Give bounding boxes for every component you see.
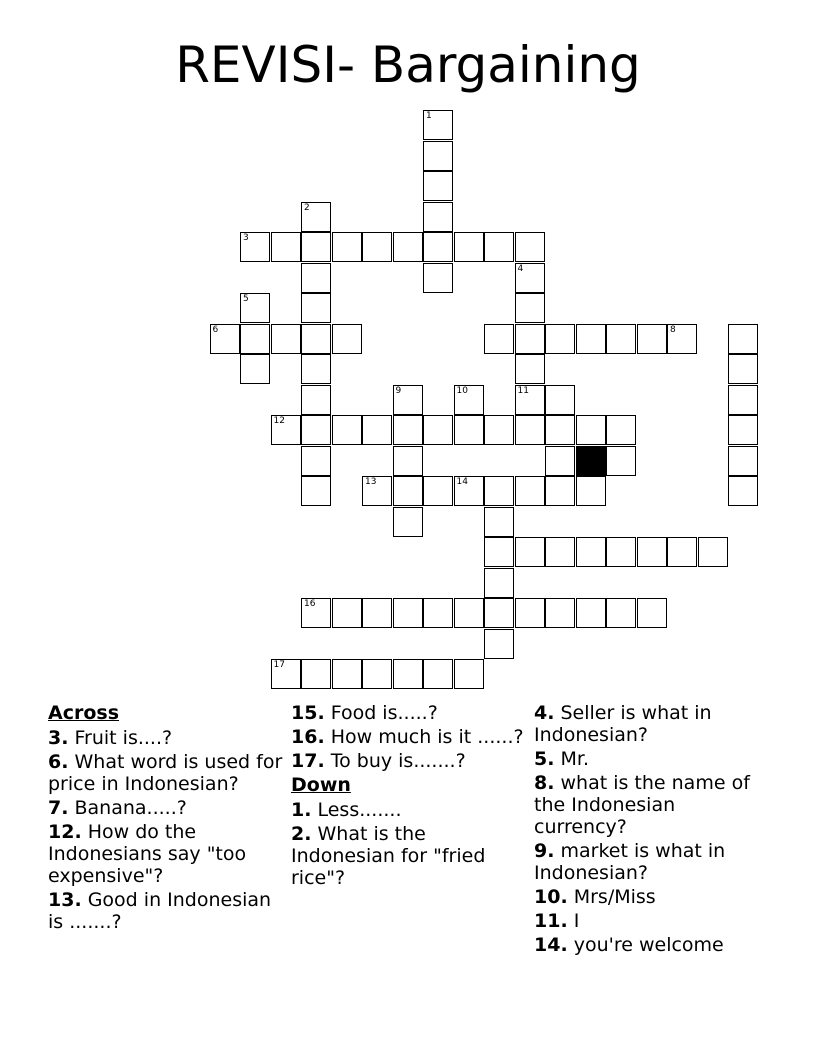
clue-item-number: 13. [48, 889, 82, 911]
across-heading: Across [48, 702, 120, 724]
answer-square[interactable] [637, 598, 667, 628]
answer-square[interactable] [667, 537, 697, 567]
clue-item-number: 5. [534, 748, 555, 770]
across-clue-list [48, 727, 286, 933]
answer-square[interactable] [301, 263, 331, 293]
clue-number: 4 [517, 263, 524, 274]
answer-square[interactable] [423, 598, 453, 628]
clue-number: 16 [304, 599, 316, 609]
answer-square[interactable] [393, 232, 423, 262]
clue-item-text: To buy is.......? [324, 750, 466, 772]
clue-number: 6 [212, 324, 219, 335]
down-clue-list-continued [534, 702, 774, 956]
answer-square[interactable] [728, 385, 758, 415]
answer-square[interactable] [515, 598, 545, 628]
answer-square[interactable] [545, 476, 575, 506]
puzzle-title: REVISI- Bargaining [175, 36, 641, 94]
clue-item [48, 727, 286, 749]
answer-square[interactable] [606, 446, 636, 476]
answer-square[interactable] [301, 446, 331, 476]
answer-square[interactable] [484, 232, 514, 262]
answer-square[interactable] [423, 110, 453, 140]
answer-square[interactable] [637, 324, 667, 354]
answer-square[interactable] [393, 476, 423, 506]
answer-square[interactable] [454, 385, 484, 415]
answer-square[interactable] [301, 232, 331, 262]
clue-item-number: 14. [534, 934, 568, 956]
answer-square[interactable] [393, 598, 423, 628]
clue-item-text: what is the name of the Indonesian currency? [534, 772, 750, 838]
clue-item-text: Less....... [311, 799, 402, 821]
answer-square[interactable] [484, 537, 514, 567]
answer-square[interactable] [484, 507, 514, 537]
answer-square[interactable] [515, 263, 545, 293]
answer-square[interactable] [362, 659, 392, 689]
clue-number: 17 [273, 660, 285, 670]
clue-item-number: 7. [48, 797, 69, 819]
answer-square[interactable] [545, 385, 575, 415]
answer-square[interactable] [393, 507, 423, 537]
answer-square[interactable] [393, 385, 423, 415]
answer-square[interactable] [240, 354, 270, 384]
answer-square[interactable] [301, 476, 331, 506]
clue-number: 12 [273, 416, 285, 426]
clue-item-text: How do the Indonesians say "too expensive"? [48, 821, 247, 887]
answer-square[interactable] [728, 446, 758, 476]
answer-square[interactable] [301, 598, 331, 628]
answer-square[interactable] [515, 537, 545, 567]
clue-item-text: What is the Indonesian for "fried rice"? [291, 823, 486, 889]
clue-item-text: Good in Indonesian is .......? [48, 889, 272, 933]
clue-column-1 [48, 702, 286, 935]
clue-item-number: 15. [291, 702, 325, 724]
answer-square[interactable] [515, 354, 545, 384]
answer-square[interactable] [484, 568, 514, 598]
answer-square[interactable] [332, 598, 362, 628]
answer-square[interactable] [728, 415, 758, 445]
clue-column-3 [534, 702, 774, 958]
clue-item-text: Food is.....? [324, 702, 438, 724]
clue-item [48, 821, 286, 887]
answer-square[interactable] [728, 354, 758, 384]
answer-square[interactable] [484, 324, 514, 354]
down-clue-list [291, 799, 527, 889]
answer-square[interactable] [454, 415, 484, 445]
clue-item [48, 751, 286, 795]
clue-item-text: Fruit is....? [68, 727, 173, 749]
clue-number: 8 [670, 324, 676, 335]
clue-number: 11 [517, 385, 529, 396]
clue-item-number: 4. [534, 702, 555, 724]
clue-item [291, 702, 527, 724]
clue-number: 14 [456, 477, 468, 487]
answer-square[interactable] [515, 476, 545, 506]
answer-square[interactable] [301, 293, 331, 323]
answer-square[interactable] [667, 324, 697, 354]
answer-square[interactable] [576, 415, 606, 445]
clue-number: 10 [456, 385, 468, 396]
clue-item-number: 2. [291, 823, 312, 845]
answer-square[interactable] [393, 415, 423, 445]
clue-item-text: I [567, 910, 580, 932]
answer-square[interactable] [698, 537, 728, 567]
clue-item-number: 6. [48, 751, 69, 773]
clue-item-number: 1. [291, 799, 312, 821]
answer-square[interactable] [454, 476, 484, 506]
clue-item-text: Mrs/Miss [567, 886, 656, 908]
blocked-square [576, 446, 606, 476]
answer-square[interactable] [271, 232, 301, 262]
clue-item [534, 748, 774, 770]
answer-square[interactable] [271, 659, 301, 689]
clue-number: 13 [365, 477, 377, 487]
clue-column-2 [291, 702, 527, 891]
clue-item-number: 12. [48, 821, 82, 843]
answer-square[interactable] [332, 659, 362, 689]
answer-square[interactable] [606, 537, 636, 567]
answer-square[interactable] [606, 324, 636, 354]
answer-square[interactable] [515, 385, 545, 415]
clue-item [48, 889, 286, 933]
answer-square[interactable] [362, 415, 392, 445]
answer-square[interactable] [423, 263, 453, 293]
answer-square[interactable] [240, 232, 270, 262]
clue-item-number: 17. [291, 750, 325, 772]
clue-item [534, 886, 774, 908]
clue-item [291, 750, 527, 772]
answer-square[interactable] [301, 354, 331, 384]
answer-square[interactable] [332, 232, 362, 262]
answer-square[interactable] [423, 659, 453, 689]
answer-square[interactable] [576, 324, 606, 354]
clue-item [534, 772, 774, 838]
answer-square[interactable] [576, 537, 606, 567]
answer-square[interactable] [606, 415, 636, 445]
answer-square[interactable] [271, 324, 301, 354]
answer-square[interactable] [545, 324, 575, 354]
answer-square[interactable] [484, 415, 514, 445]
answer-square[interactable] [423, 476, 453, 506]
answer-square[interactable] [301, 659, 331, 689]
answer-square[interactable] [423, 202, 453, 232]
answer-square[interactable] [454, 232, 484, 262]
clue-number: 3 [243, 233, 249, 243]
answer-square[interactable] [332, 415, 362, 445]
answer-square[interactable] [362, 476, 392, 506]
clue-item-text: market is what in Indonesian? [534, 840, 726, 884]
clue-number: 2 [304, 202, 310, 213]
answer-square[interactable] [393, 446, 423, 476]
answer-square[interactable] [332, 324, 362, 354]
answer-square[interactable] [545, 598, 575, 628]
clue-item-number: 3. [48, 727, 69, 749]
answer-square[interactable] [545, 415, 575, 445]
clue-item [48, 797, 286, 819]
clue-item [534, 910, 774, 932]
clue-number: 1 [426, 111, 432, 121]
answer-square[interactable] [240, 324, 270, 354]
answer-square[interactable] [515, 293, 545, 323]
down-heading: Down [291, 774, 351, 796]
clue-number: 9 [395, 385, 402, 396]
answer-square[interactable] [545, 537, 575, 567]
answer-square[interactable] [393, 659, 423, 689]
clue-item [534, 934, 774, 956]
answer-square[interactable] [301, 415, 331, 445]
answer-square[interactable] [362, 598, 392, 628]
clue-item-text: How much is it ......? [324, 726, 524, 748]
answer-square[interactable] [728, 324, 758, 354]
clue-item [291, 726, 527, 748]
answer-square[interactable] [362, 232, 392, 262]
answer-square[interactable] [271, 415, 301, 445]
answer-square[interactable] [210, 324, 240, 354]
clue-number: 5 [243, 294, 249, 304]
answer-square[interactable] [728, 476, 758, 506]
clue-item-text: Seller is what in Indonesian? [534, 702, 712, 746]
clue-item-text: What word is used for price in Indonesian? [48, 751, 283, 795]
answer-square[interactable] [576, 476, 606, 506]
across-clue-list-continued [291, 702, 527, 772]
answer-square[interactable] [240, 293, 270, 323]
answer-square[interactable] [423, 171, 453, 201]
answer-square[interactable] [515, 324, 545, 354]
clue-item-number: 9. [534, 840, 555, 862]
answer-square[interactable] [576, 598, 606, 628]
answer-square[interactable] [423, 415, 453, 445]
clue-item-text: you're welcome [567, 934, 724, 956]
clue-item [534, 840, 774, 884]
answer-square[interactable] [484, 598, 514, 628]
clue-item-number: 16. [291, 726, 325, 748]
answer-square[interactable] [484, 476, 514, 506]
answer-square[interactable] [515, 232, 545, 262]
clue-item-number: 10. [534, 886, 568, 908]
answer-square[interactable] [301, 202, 331, 232]
answer-square[interactable] [454, 598, 484, 628]
answer-square[interactable] [606, 598, 636, 628]
answer-square[interactable] [301, 385, 331, 415]
answer-square[interactable] [484, 629, 514, 659]
clue-item-number: 11. [534, 910, 568, 932]
clue-item [291, 823, 527, 889]
clue-item-text: Mr. [554, 748, 589, 770]
clue-item-text: Banana.....? [68, 797, 187, 819]
answer-square[interactable] [423, 141, 453, 171]
clue-item [291, 799, 527, 821]
clue-item [534, 702, 774, 746]
answer-square[interactable] [515, 415, 545, 445]
answer-square[interactable] [301, 324, 331, 354]
answer-square[interactable] [454, 659, 484, 689]
answer-square[interactable] [423, 232, 453, 262]
answer-square[interactable] [545, 446, 575, 476]
clue-item-number: 8. [534, 772, 555, 794]
answer-square[interactable] [637, 537, 667, 567]
